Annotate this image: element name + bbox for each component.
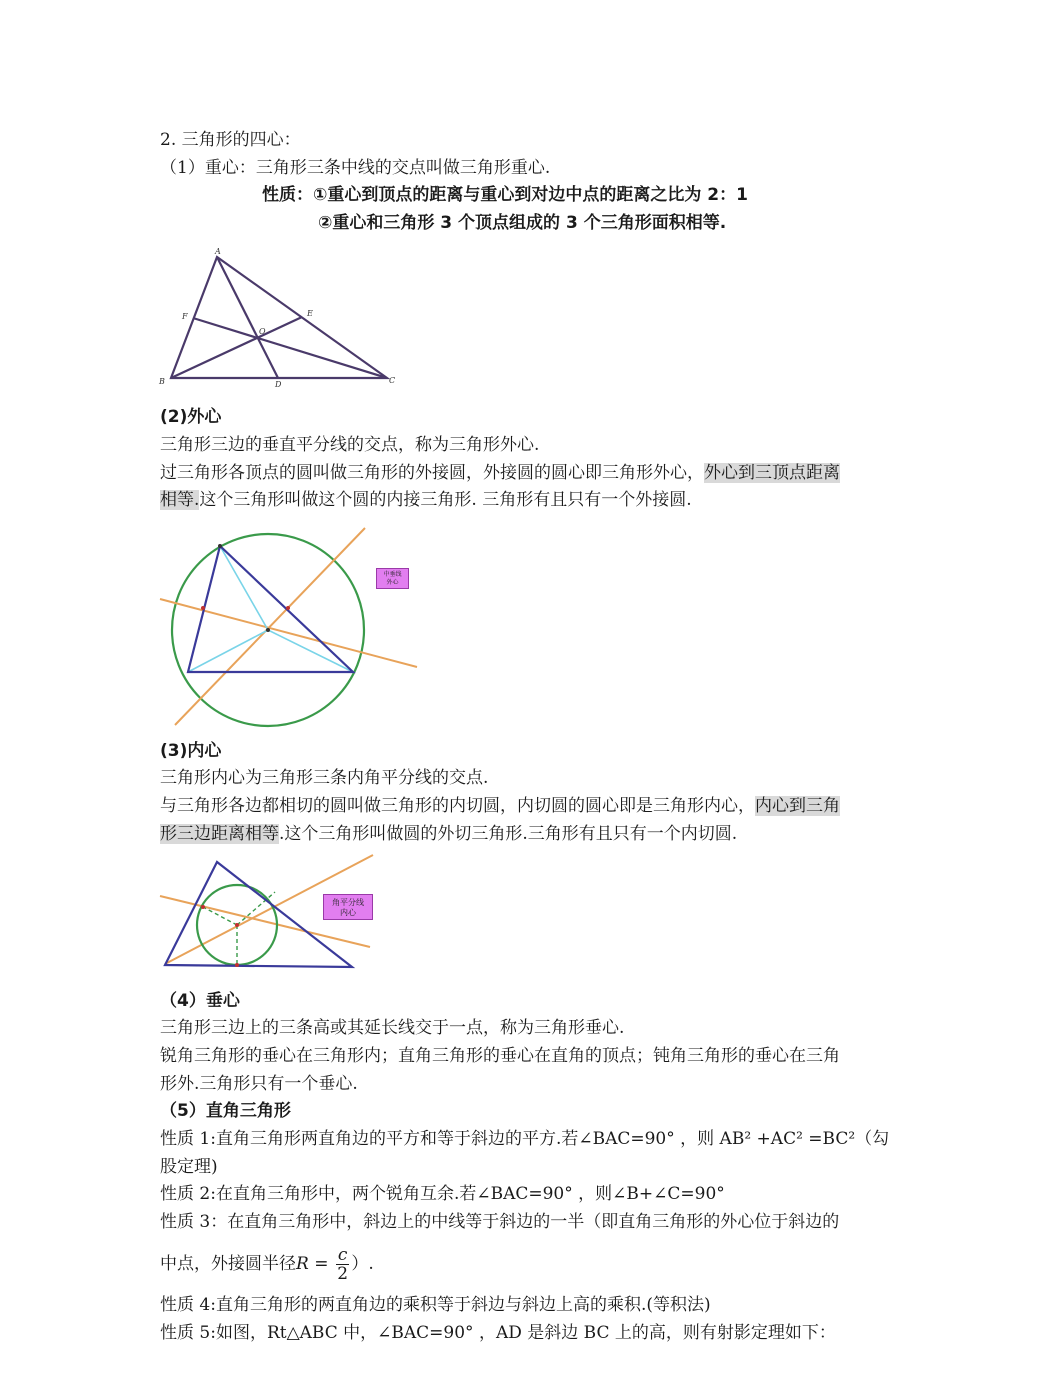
label-c: C	[389, 376, 396, 385]
incenter-highlight-2: 形三边距离相等	[160, 824, 279, 844]
incenter-line-3-text: .这个三角形叫做圆的外切三角形.三角形有且只有一个内切圆.	[279, 824, 738, 844]
right-triangle-property-2: 性质 2:在直角三角形中，两个锐角互余.若∠BAC=90° ，则∠B+∠C=90°	[160, 1184, 725, 1204]
circumcenter-line-1: 三角形三边的垂直平分线的交点，称为三角形外心.	[160, 435, 540, 455]
centroid-heading: （1）重心：三角形三条中线的交点叫做三角形重心.	[160, 158, 551, 178]
equals-sign: =	[308, 1254, 334, 1274]
circumcenter-line-3	[160, 489, 692, 511]
fraction-denominator: 2	[337, 1264, 349, 1284]
label-f: F	[182, 312, 188, 321]
incenter-tag-line-1: 角平分线	[332, 898, 364, 907]
orthocenter-line-1: 三角形三边上的三条高或其延长线交于一点，称为三角形垂心.	[160, 1018, 625, 1038]
circumcenter-tag	[376, 568, 409, 589]
centroid-figure	[155, 245, 400, 390]
incenter-highlight-1: 内心到三角	[755, 796, 840, 816]
incenter-tag-line-2: 内心	[340, 908, 356, 917]
incenter-line-2-text: 与三角形各边都相切的圆叫做三角形的内切圆，内切圆的圆心即是三角形内心，	[160, 796, 755, 816]
circumcenter-tag-line-1: 中垂线	[383, 571, 402, 578]
right-triangle-property-3-cont	[160, 1244, 374, 1284]
circumcenter-line-2-text: 过三角形各顶点的圆叫做三角形的外接圆，外接圆的圆心即三角形外心，	[160, 463, 704, 483]
median-ad	[217, 257, 278, 378]
label-e: E	[307, 309, 313, 318]
circumcenter-heading: (2)外心	[160, 407, 222, 427]
right-triangle-property-3: 性质 3：在直角三角形中，斜边上的中线等于斜边的一半（即直角三角形的外心位于斜边的	[160, 1212, 840, 1232]
property-3-text: 中点，外接圆半径	[160, 1254, 296, 1274]
circumcenter-figure	[155, 520, 420, 730]
orthocenter-line-2: 锐角三角形的垂心在三角形内；直角三角形的垂心在直角的顶点；钝角三角形的垂心在三角	[160, 1046, 840, 1066]
fraction-numerator: c	[337, 1245, 348, 1265]
radius-symbol: R	[296, 1254, 309, 1274]
orthocenter-line-3: 形外.三角形只有一个垂心.	[160, 1074, 358, 1094]
centroid-triangle	[171, 257, 387, 378]
centroid-property-1: 性质：①重心到顶点的距离与重心到对边中点的距离之比为 2：1	[262, 185, 748, 205]
right-triangle-property-1-cont: 股定理)	[160, 1157, 218, 1177]
incenter-heading: (3)内心	[160, 741, 222, 761]
property-3-end: ）.	[351, 1254, 374, 1274]
circumcenter-highlight-2: 相等.	[160, 490, 200, 510]
orthocenter-heading: （4）垂心	[160, 991, 240, 1011]
label-a: A	[215, 247, 221, 256]
right-triangle-property-1: 性质 1:直角三角形两直角边的平方和等于斜边的平方.若∠BAC=90° ，则 AB² +AC² =BC²（勾	[160, 1129, 890, 1149]
label-d: D	[275, 380, 282, 389]
right-triangle-property-5: 性质 5:如图，Rt△ABC 中，∠BAC=90° ，AD 是斜边 BC 上的高，则有射影定理如下：	[160, 1323, 836, 1343]
circumcenter-line-3-text: 这个三角形叫做这个圆的内接三角形. 三角形有且只有一个外接圆.	[199, 490, 692, 510]
circumcenter-highlight-1: 外心到三顶点距离	[704, 463, 840, 483]
incenter-line-1: 三角形内心为三角形三条内角平分线的交点.	[160, 768, 489, 788]
c-over-2-fraction	[336, 1246, 350, 1283]
circumcenter-line-2	[160, 462, 840, 484]
circumcenter-tag-line-2: 外心	[386, 579, 399, 586]
median-cf	[193, 318, 387, 378]
incenter-line-3	[160, 823, 737, 845]
label-o: O	[259, 327, 266, 336]
label-b: B	[159, 377, 165, 386]
right-triangle-property-4: 性质 4:直角三角形的两直角边的乘积等于斜边与斜边上高的乘积.(等积法)	[160, 1295, 711, 1315]
right-triangle-heading: （5）直角三角形	[160, 1101, 291, 1121]
incenter-line-2	[160, 795, 840, 817]
centroid-property-2: ②重心和三角形 3 个顶点组成的 3 个三角形面积相等.	[318, 213, 727, 233]
section-title: 2. 三角形的四心：	[160, 130, 301, 150]
incenter-tag	[323, 894, 373, 920]
